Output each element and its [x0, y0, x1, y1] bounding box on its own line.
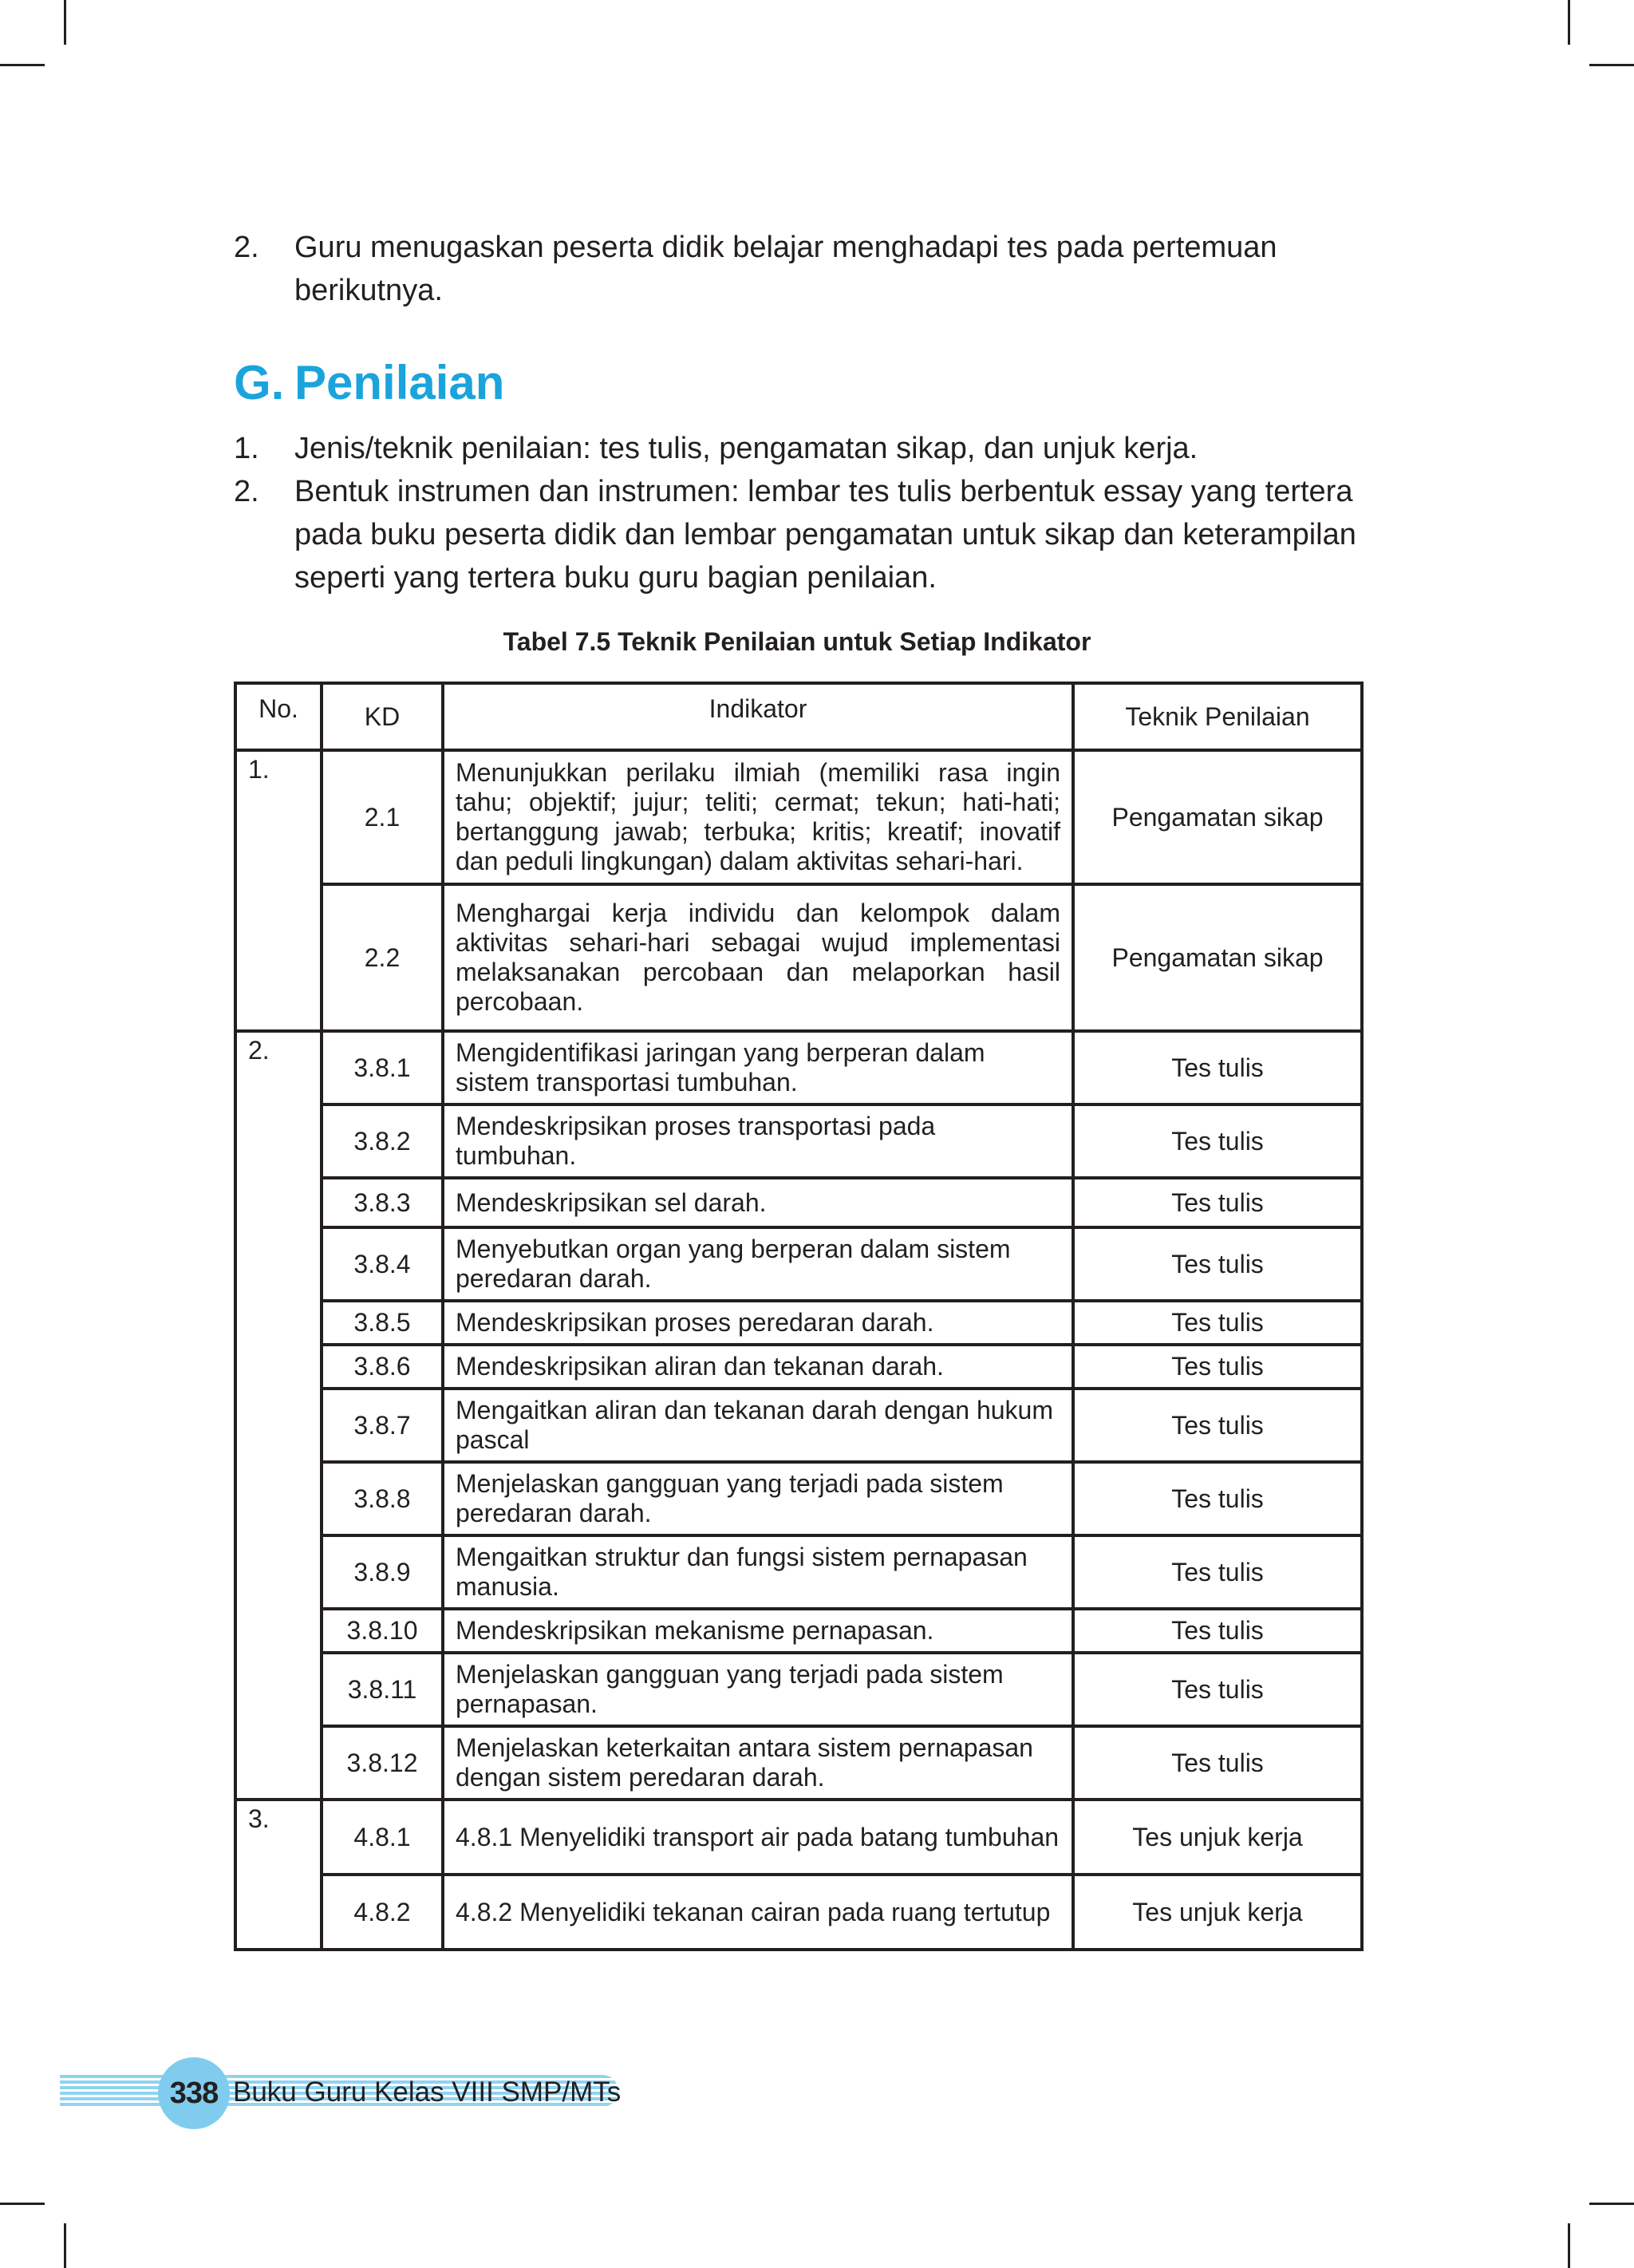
cell-indikator: Menyebutkan organ yang berperan dalam sistem peredaran darah.	[443, 1227, 1073, 1301]
list-number: 2.	[234, 475, 259, 508]
cell-indikator: Mengaitkan aliran dan tekanan darah dengan hukum pascal	[443, 1389, 1073, 1462]
table-body	[235, 750, 1362, 1950]
table-row	[235, 1462, 1362, 1535]
crop-mark	[0, 2203, 45, 2205]
cell-teknik: Tes tulis	[1073, 1178, 1362, 1227]
table-row	[235, 1301, 1362, 1345]
cell-no: 3.	[235, 1800, 322, 1950]
cell-indikator: 4.8.1 Menyelidiki transport air pada batang tumbuhan	[443, 1800, 1073, 1875]
cell-teknik: Tes tulis	[1073, 1301, 1362, 1345]
table-row	[235, 1653, 1362, 1726]
cell-teknik: Tes tulis	[1073, 1653, 1362, 1726]
cell-indikator: Menghargai kerja individu dan kelompok dalam aktivitas sehari-hari sebagai wujud implementasi melaksanakan percobaan dan melaporkan hasil percobaan.	[443, 884, 1073, 1031]
cell-indikator: Mengaitkan struktur dan fungsi sistem pernapasan manusia.	[443, 1535, 1073, 1609]
crop-mark	[64, 2223, 66, 2268]
cell-kd: 3.8.1	[322, 1031, 443, 1104]
cell-kd: 3.8.2	[322, 1104, 443, 1178]
cell-indikator: Mendeskripsikan proses peredaran darah.	[443, 1301, 1073, 1345]
list-text: Jenis/teknik penilaian: tes tulis, pengamatan sikap, dan unjuk kerja.	[294, 432, 1198, 465]
table-row	[235, 1875, 1362, 1950]
header-kd: KD	[322, 683, 443, 750]
table-row	[235, 1178, 1362, 1227]
cell-kd: 3.8.3	[322, 1178, 443, 1227]
list-item	[234, 427, 1360, 470]
list-number: 1.	[234, 432, 259, 465]
book-title: Buku Guru Kelas VIII SMP/MTs	[233, 2076, 622, 2108]
cell-kd: 3.8.4	[322, 1227, 443, 1301]
cell-indikator: Menjelaskan gangguan yang terjadi pada sistem peredaran darah.	[443, 1462, 1073, 1535]
table-row	[235, 1345, 1362, 1389]
assessment-list	[234, 427, 1360, 599]
table-header-row	[235, 683, 1362, 750]
crop-mark	[0, 64, 45, 66]
cell-kd: 2.1	[322, 750, 443, 884]
cell-teknik: Tes tulis	[1073, 1462, 1362, 1535]
table-caption: Tabel 7.5 Teknik Penilaian untuk Setiap Indikator	[503, 627, 1091, 656]
cell-no: 2.	[235, 1031, 322, 1800]
table-row	[235, 884, 1362, 1031]
cell-kd: 4.8.1	[322, 1800, 443, 1875]
cell-teknik: Tes tulis	[1073, 1031, 1362, 1104]
page-footer	[0, 2057, 638, 2129]
assessment-table	[234, 682, 1364, 1951]
cell-teknik: Tes tulis	[1073, 1227, 1362, 1301]
cell-kd: 2.2	[322, 884, 443, 1031]
cell-teknik: Pengamatan sikap	[1073, 750, 1362, 884]
table-row	[235, 1031, 1362, 1104]
cell-teknik: Tes tulis	[1073, 1726, 1362, 1800]
cell-indikator: Menjelaskan keterkaitan antara sistem pernapasan dengan sistem peredaran darah.	[443, 1726, 1073, 1800]
cell-kd: 3.8.7	[322, 1389, 443, 1462]
list-item	[234, 226, 1360, 312]
cell-kd: 3.8.5	[322, 1301, 443, 1345]
cell-indikator: Mendeskripsikan mekanisme pernapasan.	[443, 1609, 1073, 1653]
table-row	[235, 1609, 1362, 1653]
table-row	[235, 1389, 1362, 1462]
cell-kd: 3.8.11	[322, 1653, 443, 1726]
list-text: Guru menugaskan peserta didik belajar menghadapi tes pada pertemuan berikutnya.	[294, 231, 1277, 307]
list-text: Bentuk instrumen dan instrumen: lembar tes tulis berbentuk essay yang tertera pada buku peserta didik dan lembar pengamatan untuk sikap dan keterampilan seperti yang tertera buku guru bagian penilaian.	[294, 475, 1356, 595]
cell-no: 1.	[235, 750, 322, 1031]
section-title: Penilaian	[294, 356, 505, 409]
cell-teknik: Tes unjuk kerja	[1073, 1800, 1362, 1875]
cell-indikator: Mendeskripsikan sel darah.	[443, 1178, 1073, 1227]
table-row	[235, 1227, 1362, 1301]
table-row	[235, 750, 1362, 884]
cell-teknik: Tes tulis	[1073, 1535, 1362, 1609]
list-item	[234, 470, 1360, 599]
section-heading	[234, 351, 504, 415]
cell-kd: 3.8.8	[322, 1462, 443, 1535]
list-number: 2.	[234, 231, 259, 264]
cell-teknik: Tes tulis	[1073, 1609, 1362, 1653]
crop-mark	[64, 0, 66, 45]
cell-kd: 3.8.6	[322, 1345, 443, 1389]
cell-teknik: Tes unjuk kerja	[1073, 1875, 1362, 1950]
crop-mark	[1568, 0, 1570, 45]
cell-indikator: Mendeskripsikan proses transportasi pada tumbuhan.	[443, 1104, 1073, 1178]
table-row	[235, 1535, 1362, 1609]
cell-indikator: Mendeskripsikan aliran dan tekanan darah.	[443, 1345, 1073, 1389]
cell-teknik: Tes tulis	[1073, 1104, 1362, 1178]
table-row	[235, 1800, 1362, 1875]
section-letter: G.	[234, 356, 285, 409]
cell-teknik: Tes tulis	[1073, 1389, 1362, 1462]
header-indikator: Indikator	[443, 683, 1073, 750]
intro-list	[234, 226, 1360, 312]
table-row	[235, 1104, 1362, 1178]
crop-mark	[1568, 2223, 1570, 2268]
crop-mark	[1589, 2203, 1634, 2205]
cell-indikator: Mengidentifikasi jaringan yang berperan dalam sistem transportasi tumbuhan.	[443, 1031, 1073, 1104]
cell-indikator: Menjelaskan gangguan yang terjadi pada sistem pernapasan.	[443, 1653, 1073, 1726]
cell-indikator: 4.8.2 Menyelidiki tekanan cairan pada ruang tertutup	[443, 1875, 1073, 1950]
cell-kd: 3.8.10	[322, 1609, 443, 1653]
header-no: No.	[235, 683, 322, 750]
cell-teknik: Tes tulis	[1073, 1345, 1362, 1389]
cell-indikator: Menunjukkan perilaku ilmiah (memiliki rasa ingin tahu; objektif; jujur; teliti; cermat; tekun; hati-hati; bertanggung jawab; terbuka; kritis; kreatif; inovatif dan peduli lingkungan) dalam aktivitas sehari-hari.	[443, 750, 1073, 884]
cell-kd: 4.8.2	[322, 1875, 443, 1950]
page-number: 338	[169, 2076, 219, 2110]
cell-kd: 3.8.9	[322, 1535, 443, 1609]
header-teknik: Teknik Penilaian	[1073, 683, 1362, 750]
cell-kd: 3.8.12	[322, 1726, 443, 1800]
table-row	[235, 1726, 1362, 1800]
cell-teknik: Pengamatan sikap	[1073, 884, 1362, 1031]
crop-mark	[1589, 64, 1634, 66]
